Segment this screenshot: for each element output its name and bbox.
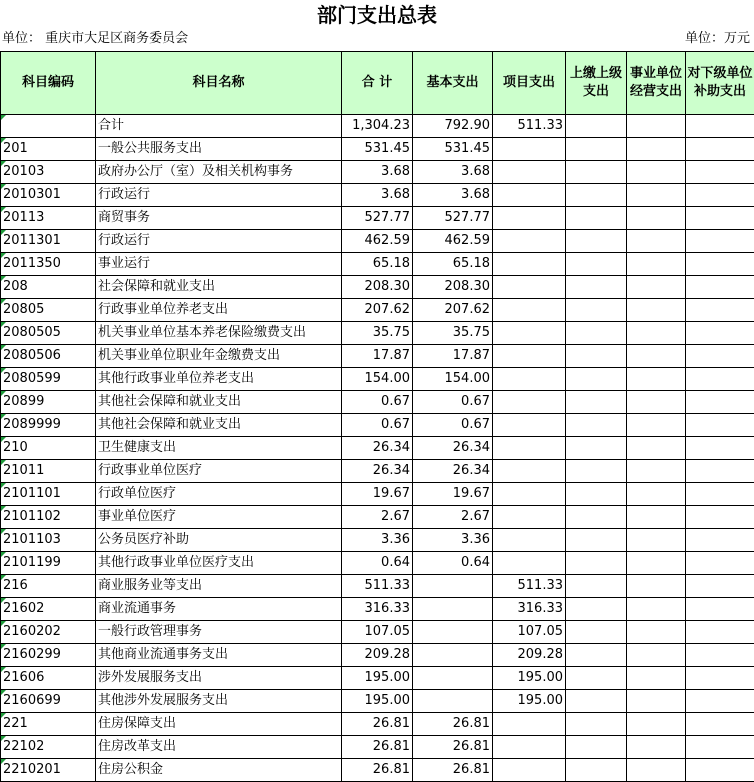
cell-upper (566, 230, 627, 253)
cell-project (493, 253, 566, 276)
cell-name: 一般公共服务支出 (96, 138, 342, 161)
cell-business (627, 667, 686, 690)
cell-upper (566, 621, 627, 644)
cell-lower (686, 299, 754, 322)
cell-business (627, 506, 686, 529)
cell-upper (566, 138, 627, 161)
table-row (1, 437, 754, 460)
cell-name: 其他行政事业单位医疗支出 (96, 552, 342, 575)
cell-name: 机关事业单位职业年金缴费支出 (96, 345, 342, 368)
cell-lower (686, 690, 754, 713)
cell-project: 316.33 (493, 598, 566, 621)
cell-name: 其他社会保障和就业支出 (96, 391, 342, 414)
cell-name: 行政事业单位医疗 (96, 460, 342, 483)
cell-lower (686, 759, 754, 782)
cell-basic: 154.00 (413, 368, 493, 391)
cell-basic: 462.59 (413, 230, 493, 253)
cell-code: 208 (1, 276, 96, 299)
cell-business (627, 322, 686, 345)
cell-business (627, 230, 686, 253)
cell-upper (566, 207, 627, 230)
cell-lower (686, 368, 754, 391)
cell-total: 462.59 (342, 230, 413, 253)
cell-upper (566, 437, 627, 460)
cell-name: 行政单位医疗 (96, 483, 342, 506)
cell-business (627, 552, 686, 575)
cell-basic: 2.67 (413, 506, 493, 529)
cell-project: 511.33 (493, 575, 566, 598)
cell-total: 0.64 (342, 552, 413, 575)
cell-upper (566, 736, 627, 759)
cell-upper (566, 598, 627, 621)
cell-project: 209.28 (493, 644, 566, 667)
cell-total: 527.77 (342, 207, 413, 230)
cell-name: 合计 (96, 115, 342, 138)
cell-project (493, 276, 566, 299)
cell-business (627, 621, 686, 644)
cell-lower (686, 644, 754, 667)
table-row (1, 736, 754, 759)
cell-project (493, 391, 566, 414)
cell-lower (686, 207, 754, 230)
cell-project (493, 759, 566, 782)
cell-business (627, 253, 686, 276)
header-code: 科目编码 (1, 52, 96, 115)
cell-name: 卫生健康支出 (96, 437, 342, 460)
cell-project (493, 506, 566, 529)
cell-lower (686, 483, 754, 506)
cell-total: 35.75 (342, 322, 413, 345)
cell-name: 社会保障和就业支出 (96, 276, 342, 299)
cell-code: 21602 (1, 598, 96, 621)
cell-project (493, 138, 566, 161)
cell-business (627, 713, 686, 736)
cell-lower (686, 575, 754, 598)
cell-code: 20899 (1, 391, 96, 414)
cell-code: 20805 (1, 299, 96, 322)
table-row (1, 138, 754, 161)
table-row (1, 322, 754, 345)
cell-basic: 19.67 (413, 483, 493, 506)
cell-lower (686, 437, 754, 460)
expenditure-table (0, 51, 754, 782)
cell-basic: 0.67 (413, 391, 493, 414)
cell-upper (566, 276, 627, 299)
cell-basic: 3.36 (413, 529, 493, 552)
cell-basic: 35.75 (413, 322, 493, 345)
table-row (1, 506, 754, 529)
cell-lower (686, 667, 754, 690)
cell-business (627, 345, 686, 368)
cell-total: 154.00 (342, 368, 413, 391)
cell-total: 2.67 (342, 506, 413, 529)
table-row (1, 598, 754, 621)
cell-lower (686, 253, 754, 276)
cell-upper (566, 713, 627, 736)
cell-lower (686, 506, 754, 529)
table-row (1, 230, 754, 253)
cell-code: 2160202 (1, 621, 96, 644)
cell-basic: 3.68 (413, 184, 493, 207)
cell-code: 2101102 (1, 506, 96, 529)
cell-lower (686, 161, 754, 184)
cell-upper (566, 552, 627, 575)
cell-name: 机关事业单位基本养老保险缴费支出 (96, 322, 342, 345)
unit-label: 单位： 重庆市大足区商务委员会 (2, 31, 188, 47)
header-total: 合 计 (342, 52, 413, 115)
table-row (1, 759, 754, 782)
cell-project (493, 414, 566, 437)
cell-code: 2011301 (1, 230, 96, 253)
cell-total: 316.33 (342, 598, 413, 621)
cell-project (493, 552, 566, 575)
cell-business (627, 644, 686, 667)
cell-name: 公务员医疗补助 (96, 529, 342, 552)
cell-upper (566, 345, 627, 368)
header-basic: 基本支出 (413, 52, 493, 115)
header-row (1, 52, 754, 115)
cell-total: 26.81 (342, 713, 413, 736)
cell-business (627, 414, 686, 437)
table-row (1, 483, 754, 506)
cell-name: 住房改革支出 (96, 736, 342, 759)
cell-total: 195.00 (342, 690, 413, 713)
cell-total: 511.33 (342, 575, 413, 598)
cell-basic (413, 621, 493, 644)
cell-code: 221 (1, 713, 96, 736)
cell-basic: 0.67 (413, 414, 493, 437)
header-lower: 对下级单位补助支出 (686, 52, 754, 115)
header-project: 项目支出 (493, 52, 566, 115)
cell-lower (686, 621, 754, 644)
table-row (1, 391, 754, 414)
cell-name: 其他行政事业单位养老支出 (96, 368, 342, 391)
cell-code: 21606 (1, 667, 96, 690)
currency-unit-label: 单位：万元 (685, 31, 750, 47)
cell-business (627, 437, 686, 460)
cell-lower (686, 276, 754, 299)
cell-name: 涉外发展服务支出 (96, 667, 342, 690)
cell-total: 1,304.23 (342, 115, 413, 138)
cell-project (493, 184, 566, 207)
cell-code: 216 (1, 575, 96, 598)
cell-upper (566, 391, 627, 414)
page-title: 部门支出总表 (0, 2, 754, 28)
cell-code: 2080505 (1, 322, 96, 345)
cell-upper (566, 759, 627, 782)
cell-name: 住房公积金 (96, 759, 342, 782)
table-body (1, 115, 754, 782)
cell-code: 2080506 (1, 345, 96, 368)
table-row (1, 552, 754, 575)
cell-name: 政府办公厅（室）及相关机构事务 (96, 161, 342, 184)
cell-upper (566, 506, 627, 529)
cell-name: 住房保障支出 (96, 713, 342, 736)
cell-code: 21011 (1, 460, 96, 483)
cell-project (493, 736, 566, 759)
cell-project (493, 161, 566, 184)
cell-total: 3.68 (342, 161, 413, 184)
cell-upper (566, 667, 627, 690)
table-row (1, 644, 754, 667)
cell-basic (413, 575, 493, 598)
cell-lower (686, 713, 754, 736)
cell-total: 195.00 (342, 667, 413, 690)
cell-business (627, 460, 686, 483)
cell-project (493, 368, 566, 391)
cell-code: 2101101 (1, 483, 96, 506)
cell-basic: 527.77 (413, 207, 493, 230)
cell-business (627, 529, 686, 552)
cell-business (627, 575, 686, 598)
cell-business (627, 299, 686, 322)
cell-code: 2011350 (1, 253, 96, 276)
table-row (1, 207, 754, 230)
cell-basic (413, 598, 493, 621)
cell-lower (686, 184, 754, 207)
cell-project (493, 230, 566, 253)
cell-business (627, 138, 686, 161)
table-row (1, 368, 754, 391)
cell-basic: 3.68 (413, 161, 493, 184)
cell-business (627, 736, 686, 759)
cell-business (627, 207, 686, 230)
cell-basic: 208.30 (413, 276, 493, 299)
cell-business (627, 276, 686, 299)
cell-project (493, 207, 566, 230)
cell-total: 0.67 (342, 391, 413, 414)
header-business: 事业单位经营支出 (627, 52, 686, 115)
table-row (1, 713, 754, 736)
cell-total: 207.62 (342, 299, 413, 322)
cell-upper (566, 529, 627, 552)
cell-total: 65.18 (342, 253, 413, 276)
cell-lower (686, 322, 754, 345)
cell-project (493, 437, 566, 460)
cell-business (627, 161, 686, 184)
cell-lower (686, 529, 754, 552)
cell-total: 17.87 (342, 345, 413, 368)
cell-business (627, 368, 686, 391)
cell-project: 107.05 (493, 621, 566, 644)
cell-project (493, 322, 566, 345)
cell-total: 26.34 (342, 437, 413, 460)
cell-project (493, 713, 566, 736)
cell-name: 事业运行 (96, 253, 342, 276)
cell-lower (686, 414, 754, 437)
cell-total: 208.30 (342, 276, 413, 299)
table-row (1, 667, 754, 690)
cell-lower (686, 736, 754, 759)
cell-basic: 26.81 (413, 759, 493, 782)
cell-lower (686, 230, 754, 253)
cell-project: 195.00 (493, 667, 566, 690)
cell-upper (566, 253, 627, 276)
cell-code: 20113 (1, 207, 96, 230)
cell-code: 2101199 (1, 552, 96, 575)
cell-project: 195.00 (493, 690, 566, 713)
cell-basic: 26.34 (413, 460, 493, 483)
cell-total: 19.67 (342, 483, 413, 506)
cell-business (627, 483, 686, 506)
cell-business (627, 115, 686, 138)
cell-basic (413, 644, 493, 667)
cell-upper (566, 115, 627, 138)
cell-basic: 26.81 (413, 713, 493, 736)
cell-project: 511.33 (493, 115, 566, 138)
cell-lower (686, 391, 754, 414)
cell-business (627, 184, 686, 207)
cell-code: 2010301 (1, 184, 96, 207)
table-row (1, 621, 754, 644)
cell-total: 3.68 (342, 184, 413, 207)
table-row (1, 184, 754, 207)
cell-project (493, 299, 566, 322)
table-row (1, 529, 754, 552)
cell-business (627, 598, 686, 621)
cell-code: 2210201 (1, 759, 96, 782)
cell-basic: 531.45 (413, 138, 493, 161)
table-row (1, 253, 754, 276)
cell-total: 26.81 (342, 736, 413, 759)
cell-upper (566, 161, 627, 184)
cell-total: 0.67 (342, 414, 413, 437)
cell-name: 商贸事务 (96, 207, 342, 230)
cell-name: 其他商业流通事务支出 (96, 644, 342, 667)
cell-total: 26.34 (342, 460, 413, 483)
cell-name: 其他涉外发展服务支出 (96, 690, 342, 713)
cell-code: 2160699 (1, 690, 96, 713)
cell-lower (686, 345, 754, 368)
table-row (1, 276, 754, 299)
cell-code: 201 (1, 138, 96, 161)
cell-name: 行政运行 (96, 184, 342, 207)
cell-total: 209.28 (342, 644, 413, 667)
table-row (1, 161, 754, 184)
cell-basic: 0.64 (413, 552, 493, 575)
table-row (1, 460, 754, 483)
cell-lower (686, 115, 754, 138)
cell-project (493, 460, 566, 483)
cell-lower (686, 138, 754, 161)
cell-basic (413, 690, 493, 713)
cell-lower (686, 598, 754, 621)
cell-code: 22102 (1, 736, 96, 759)
cell-business (627, 690, 686, 713)
cell-total: 107.05 (342, 621, 413, 644)
cell-basic: 26.34 (413, 437, 493, 460)
cell-basic: 207.62 (413, 299, 493, 322)
cell-basic: 17.87 (413, 345, 493, 368)
table-row (1, 345, 754, 368)
cell-project (493, 345, 566, 368)
cell-upper (566, 644, 627, 667)
cell-upper (566, 322, 627, 345)
cell-lower (686, 460, 754, 483)
cell-name: 其他社会保障和就业支出 (96, 414, 342, 437)
cell-upper (566, 483, 627, 506)
cell-code: 210 (1, 437, 96, 460)
cell-lower (686, 552, 754, 575)
cell-basic (413, 667, 493, 690)
cell-basic: 65.18 (413, 253, 493, 276)
cell-upper (566, 460, 627, 483)
cell-code: 2160299 (1, 644, 96, 667)
cell-total: 3.36 (342, 529, 413, 552)
cell-upper (566, 184, 627, 207)
cell-name: 事业单位医疗 (96, 506, 342, 529)
cell-upper (566, 368, 627, 391)
cell-business (627, 759, 686, 782)
cell-business (627, 391, 686, 414)
cell-name: 商业流通事务 (96, 598, 342, 621)
cell-total: 531.45 (342, 138, 413, 161)
cell-code: 2089999 (1, 414, 96, 437)
table-row (1, 690, 754, 713)
cell-basic: 792.90 (413, 115, 493, 138)
table-row (1, 414, 754, 437)
cell-upper (566, 575, 627, 598)
header-upper: 上缴上级支出 (566, 52, 627, 115)
table-row (1, 575, 754, 598)
cell-code: 2080599 (1, 368, 96, 391)
cell-name: 行政事业单位养老支出 (96, 299, 342, 322)
cell-total: 26.81 (342, 759, 413, 782)
table-row (1, 299, 754, 322)
cell-project (493, 483, 566, 506)
cell-upper (566, 299, 627, 322)
cell-name: 行政运行 (96, 230, 342, 253)
cell-code: 2101103 (1, 529, 96, 552)
cell-basic: 26.81 (413, 736, 493, 759)
cell-code: 20103 (1, 161, 96, 184)
cell-name: 商业服务业等支出 (96, 575, 342, 598)
header-name: 科目名称 (96, 52, 342, 115)
cell-code (1, 115, 96, 138)
table-row (1, 115, 754, 138)
cell-name: 一般行政管理事务 (96, 621, 342, 644)
cell-upper (566, 414, 627, 437)
cell-upper (566, 690, 627, 713)
cell-project (493, 529, 566, 552)
